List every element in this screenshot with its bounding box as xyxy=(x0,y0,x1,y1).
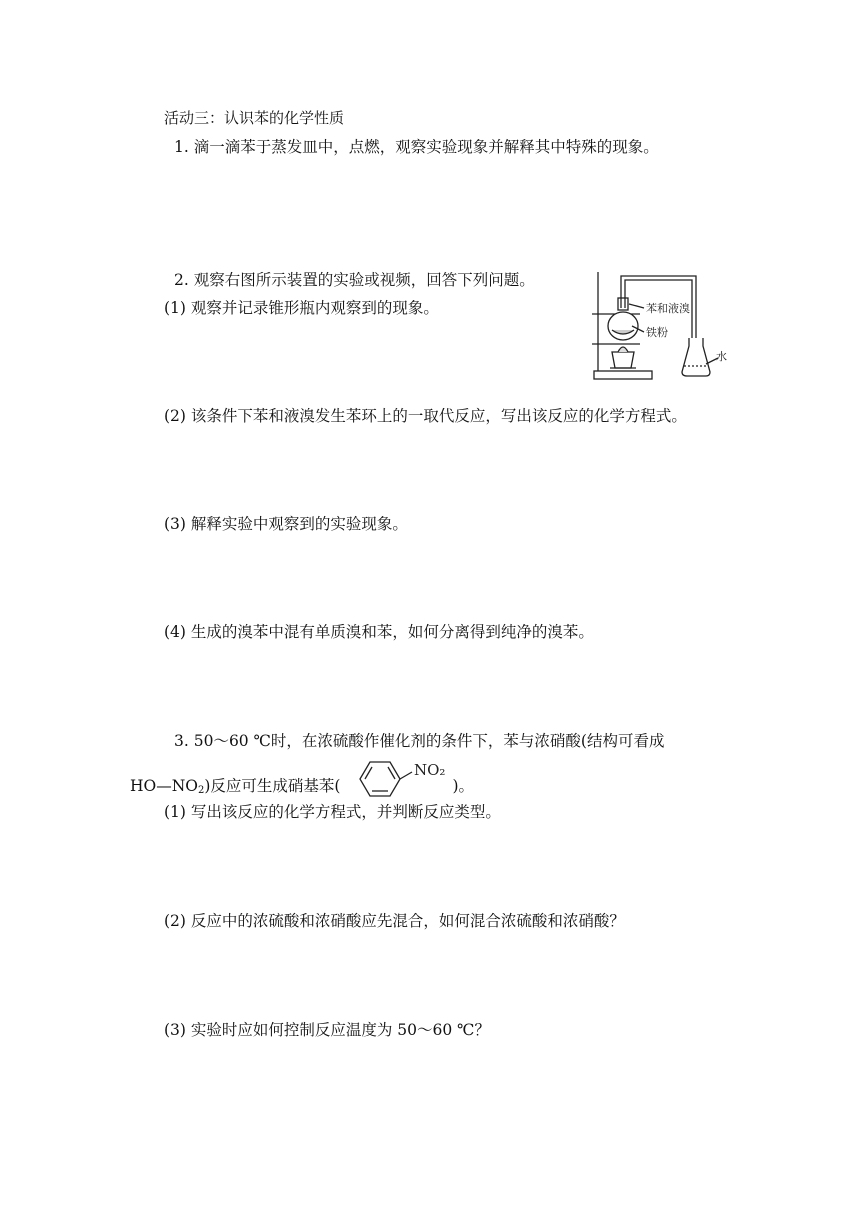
nitric-acid-subscript: 2 xyxy=(198,785,205,796)
question-3-part-1: (1) 写出该反应的化学方程式，并判断反应类型。 xyxy=(164,803,501,821)
question-3-part-3: (3) 实验时应如何控制反应温度为 50～60 ℃？ xyxy=(164,1021,491,1039)
nitrobenzene-structure xyxy=(350,758,462,802)
question-3-stem-middle: )反应可生成硝基苯( xyxy=(204,777,341,795)
section-heading: 活动三：认识苯的化学性质 xyxy=(164,109,345,127)
question-2-part-4: (4) 生成的溴苯中混有单质溴和苯，如何分离得到纯净的溴苯。 xyxy=(164,623,594,641)
nitro-group-label: NO₂ xyxy=(414,761,446,779)
question-3-stem-end: )。 xyxy=(452,777,475,795)
question-2-part-1: (1) 观察并记录锥形瓶内观察到的现象。 xyxy=(164,299,439,317)
question-2-stem: 2. 观察右图所示装置的实验或视频，回答下列问题。 xyxy=(174,271,535,289)
question-3-stem-line-1: 3. 50～60 ℃时，在浓硫酸作催化剂的条件下，苯与浓硝酸(结构可看成 xyxy=(174,732,665,750)
question-3-part-2: (2) 反应中的浓硫酸和浓硝酸应先混合，如何混合浓硫酸和浓硝酸？ xyxy=(164,912,625,930)
apparatus-figure xyxy=(588,268,738,386)
figure-label-catalyst: 铁粉 xyxy=(646,326,668,339)
question-1: 1. 滴一滴苯于蒸发皿中，点燃，观察实验现象并解释其中特殊的现象。 xyxy=(174,138,659,156)
nitric-acid-formula: HO—NO xyxy=(130,777,198,795)
question-2-part-3: (3) 解释实验中观察到的实验现象。 xyxy=(164,515,408,533)
figure-label-water: 水 xyxy=(716,350,727,363)
figure-label-reagent: 苯和液溴 xyxy=(646,302,690,315)
question-2-part-2: (2) 该条件下苯和液溴发生苯环上的一取代反应，写出该反应的化学方程式。 xyxy=(164,407,687,425)
